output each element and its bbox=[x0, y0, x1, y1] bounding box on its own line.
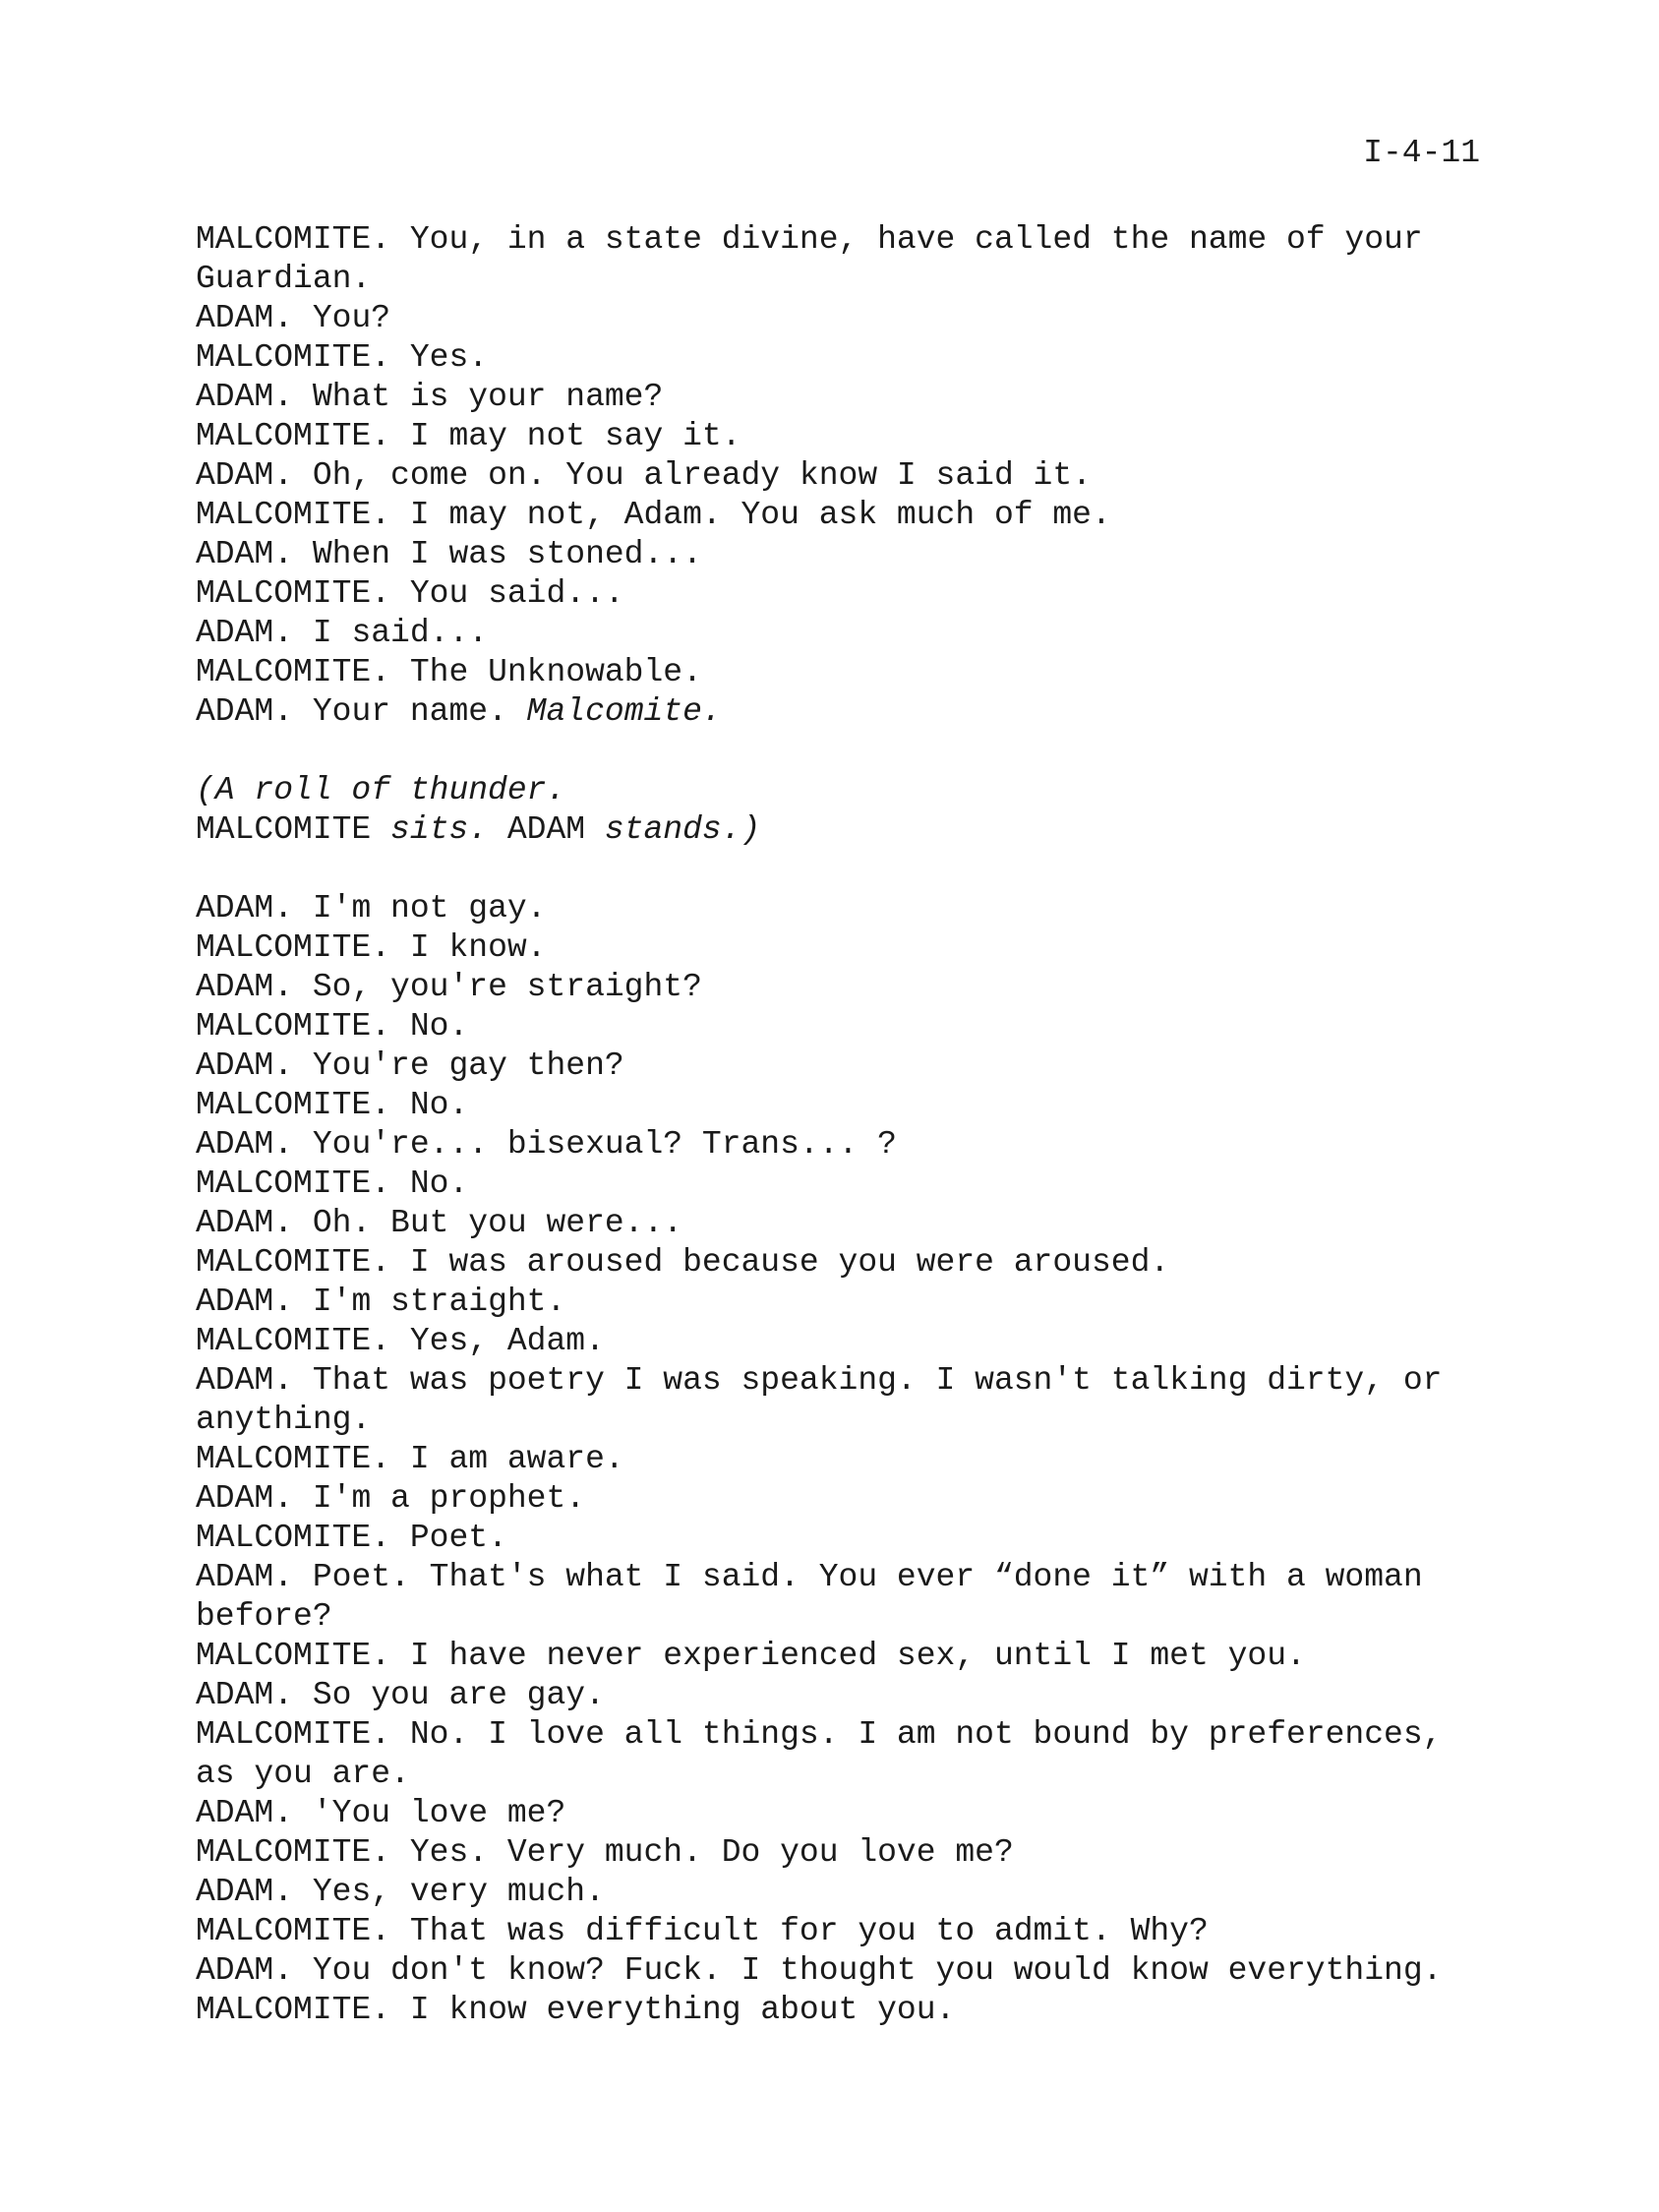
character-name: ADAM. bbox=[196, 1284, 294, 1320]
character-name: MALCOMITE. bbox=[196, 1166, 391, 1202]
character-name: ADAM. bbox=[196, 615, 294, 651]
dialogue-line bbox=[196, 1440, 1464, 1479]
character-name: ADAM. bbox=[196, 1874, 294, 1910]
character-name: MALCOMITE bbox=[196, 811, 372, 848]
dialogue-block bbox=[196, 220, 1464, 692]
dialogue-line bbox=[196, 1637, 1464, 1676]
dialogue-line bbox=[196, 1558, 1464, 1597]
character-name: MALCOMITE. bbox=[196, 1716, 391, 1753]
stage-direction bbox=[196, 771, 1464, 850]
character-name: ADAM. bbox=[196, 969, 294, 1005]
dialogue-line bbox=[196, 1912, 1464, 1951]
dialogue-text: So you are gay. bbox=[293, 1677, 605, 1713]
character-name: MALCOMITE. bbox=[196, 1008, 391, 1045]
dialogue-line bbox=[196, 1243, 1464, 1283]
dialogue-text: I may not, Adam. You ask much of me. bbox=[390, 497, 1111, 533]
blank-line bbox=[196, 732, 1464, 771]
dialogue-line bbox=[196, 1204, 1464, 1243]
dialogue-text: Yes. bbox=[390, 339, 489, 376]
dialogue-line bbox=[196, 1361, 1464, 1401]
dialogue-text: 'You love me? bbox=[293, 1795, 566, 1831]
dialogue-text: You said... bbox=[390, 575, 624, 612]
dialogue-text: before? bbox=[196, 1598, 332, 1635]
character-name: ADAM. bbox=[196, 1677, 294, 1713]
dialogue-text: You're gay then? bbox=[293, 1047, 624, 1084]
dialogue-text: I'm not gay. bbox=[293, 890, 547, 927]
dialogue-text: No. bbox=[390, 1166, 469, 1202]
dialogue-line bbox=[196, 574, 1464, 614]
character-name: MALCOMITE. bbox=[196, 1638, 391, 1674]
stage-direction-text: sits. bbox=[371, 811, 507, 848]
dialogue-line bbox=[196, 653, 1464, 692]
dialogue-block bbox=[196, 889, 1464, 2030]
dialogue-text: That was difficult for you to admit. Why? bbox=[390, 1913, 1209, 1949]
dialogue-text: You? bbox=[293, 300, 391, 336]
dialogue-line bbox=[196, 1283, 1464, 1322]
dialogue-line bbox=[196, 1479, 1464, 1519]
character-name: MALCOMITE. bbox=[196, 654, 391, 690]
dialogue-line bbox=[196, 417, 1464, 456]
dialogue-line bbox=[196, 496, 1464, 535]
dialogue-line bbox=[196, 1991, 1464, 2030]
dialogue-line bbox=[196, 1046, 1464, 1086]
character-name: MALCOMITE. bbox=[196, 1244, 391, 1281]
character-name: ADAM. bbox=[196, 693, 294, 730]
stage-direction-line bbox=[196, 810, 1464, 850]
character-name: ADAM. bbox=[196, 1047, 294, 1084]
dialogue-text: I know. bbox=[390, 929, 547, 966]
dialogue-text: Yes. Very much. Do you love me? bbox=[390, 1834, 1014, 1871]
dialogue-line bbox=[196, 1715, 1464, 1755]
dialogue-text: I said... bbox=[293, 615, 489, 651]
character-name: MALCOMITE. bbox=[196, 929, 391, 966]
dialogue-text: as you are. bbox=[196, 1756, 410, 1792]
dialogue-line bbox=[196, 1401, 1464, 1440]
dialogue-text: What is your name? bbox=[293, 379, 664, 415]
dialogue-line bbox=[196, 928, 1464, 968]
dialogue-text: Guardian. bbox=[196, 261, 372, 297]
dialogue-text: I am aware. bbox=[390, 1441, 624, 1477]
dialogue-text: I have never experienced sex, until I met you. bbox=[390, 1638, 1306, 1674]
dialogue-line bbox=[196, 1322, 1464, 1361]
dialogue-text: Oh. But you were... bbox=[293, 1205, 683, 1241]
character-name: ADAM. bbox=[196, 1205, 294, 1241]
dialogue-line bbox=[196, 889, 1464, 928]
dialogue-line bbox=[196, 260, 1464, 299]
character-name: ADAM. bbox=[196, 1126, 294, 1163]
character-name: ADAM bbox=[506, 811, 586, 848]
dialogue-text: You don't know? Fuck. I thought you would know everything. bbox=[293, 1952, 1443, 1989]
page-number: I-4-11 bbox=[1363, 135, 1480, 171]
dialogue-text: I know everything about you. bbox=[390, 1992, 956, 2028]
dialogue-text: I'm a prophet. bbox=[293, 1480, 586, 1517]
dialogue-line bbox=[196, 338, 1464, 378]
character-name: MALCOMITE. bbox=[196, 1992, 391, 2028]
dialogue-line bbox=[196, 456, 1464, 496]
character-name: MALCOMITE. bbox=[196, 221, 391, 258]
character-name: MALCOMITE. bbox=[196, 1087, 391, 1123]
dialogue-text: You're... bisexual? Trans... ? bbox=[293, 1126, 897, 1163]
dialogue-text: anything. bbox=[196, 1402, 372, 1438]
character-name: MALCOMITE. bbox=[196, 1520, 391, 1556]
dialogue-line bbox=[196, 1676, 1464, 1715]
dialogue-text: No. bbox=[390, 1087, 469, 1123]
dialogue-line bbox=[196, 1125, 1464, 1165]
dialogue-text: Poet. bbox=[390, 1520, 507, 1556]
character-name: ADAM. bbox=[196, 457, 294, 494]
character-name: ADAM. bbox=[196, 1480, 294, 1517]
dialogue-line bbox=[196, 692, 1464, 732]
character-name: MALCOMITE. bbox=[196, 575, 391, 612]
dialogue-line bbox=[196, 1833, 1464, 1873]
character-name: MALCOMITE. bbox=[196, 497, 391, 533]
blank-line bbox=[196, 850, 1464, 889]
dialogue-line bbox=[196, 968, 1464, 1007]
dialogue-text: You, in a state divine, have called the name of your bbox=[390, 221, 1423, 258]
dialogue-text: When I was stoned... bbox=[293, 536, 702, 572]
dialogue-line bbox=[196, 1873, 1464, 1912]
dialogue-line bbox=[196, 1086, 1464, 1125]
dialogue-text: No. bbox=[390, 1008, 469, 1045]
dialogue-text: Yes, Adam. bbox=[390, 1323, 605, 1359]
character-name: ADAM. bbox=[196, 1362, 294, 1399]
dialogue-line bbox=[196, 1755, 1464, 1794]
stage-direction-text: stands.) bbox=[585, 811, 761, 848]
character-name: MALCOMITE. bbox=[196, 1323, 391, 1359]
dialogue-emphasis: Malcomite. bbox=[526, 693, 722, 730]
dialogue-line bbox=[196, 535, 1464, 574]
dialogue-text: Poet. That's what I said. You ever “done it” with a woman bbox=[293, 1559, 1423, 1595]
dialogue-line bbox=[196, 1007, 1464, 1046]
dialogue-text: Your name. bbox=[293, 693, 527, 730]
dialogue-line bbox=[196, 1951, 1464, 1991]
dialogue-line bbox=[196, 1597, 1464, 1637]
dialogue-text: Yes, very much. bbox=[293, 1874, 605, 1910]
character-name: ADAM. bbox=[196, 1795, 294, 1831]
character-name: ADAM. bbox=[196, 379, 294, 415]
character-name: MALCOMITE. bbox=[196, 1441, 391, 1477]
dialogue-text: The Unknowable. bbox=[390, 654, 702, 690]
dialogue-line bbox=[196, 1794, 1464, 1833]
dialogue-line bbox=[196, 1519, 1464, 1558]
dialogue-text: I may not say it. bbox=[390, 418, 741, 454]
dialogue-text: I was aroused because you were aroused. bbox=[390, 1244, 1170, 1281]
dialogue-text: Oh, come on. You already know I said it. bbox=[293, 457, 1092, 494]
dialogue-line bbox=[196, 220, 1464, 260]
character-name: ADAM. bbox=[196, 300, 294, 336]
dialogue-line bbox=[196, 1165, 1464, 1204]
dialogue-line bbox=[196, 378, 1464, 417]
dialogue-text: No. I love all things. I am not bound by preferences, bbox=[390, 1716, 1443, 1753]
character-name: MALCOMITE. bbox=[196, 1913, 391, 1949]
dialogue-text: I'm straight. bbox=[293, 1284, 566, 1320]
script-body bbox=[196, 220, 1464, 2030]
character-name: MALCOMITE. bbox=[196, 418, 391, 454]
dialogue-text: That was poetry I was speaking. I wasn't talking dirty, or bbox=[293, 1362, 1443, 1399]
character-name: MALCOMITE. bbox=[196, 1834, 391, 1871]
dialogue-line bbox=[196, 299, 1464, 338]
dialogue-text: So, you're straight? bbox=[293, 969, 702, 1005]
character-name: ADAM. bbox=[196, 536, 294, 572]
stage-direction-line: (A roll of thunder. bbox=[196, 772, 566, 808]
character-name: ADAM. bbox=[196, 1559, 294, 1595]
dialogue-line bbox=[196, 614, 1464, 653]
character-name: ADAM. bbox=[196, 1952, 294, 1989]
character-name: MALCOMITE. bbox=[196, 339, 391, 376]
character-name: ADAM. bbox=[196, 890, 294, 927]
